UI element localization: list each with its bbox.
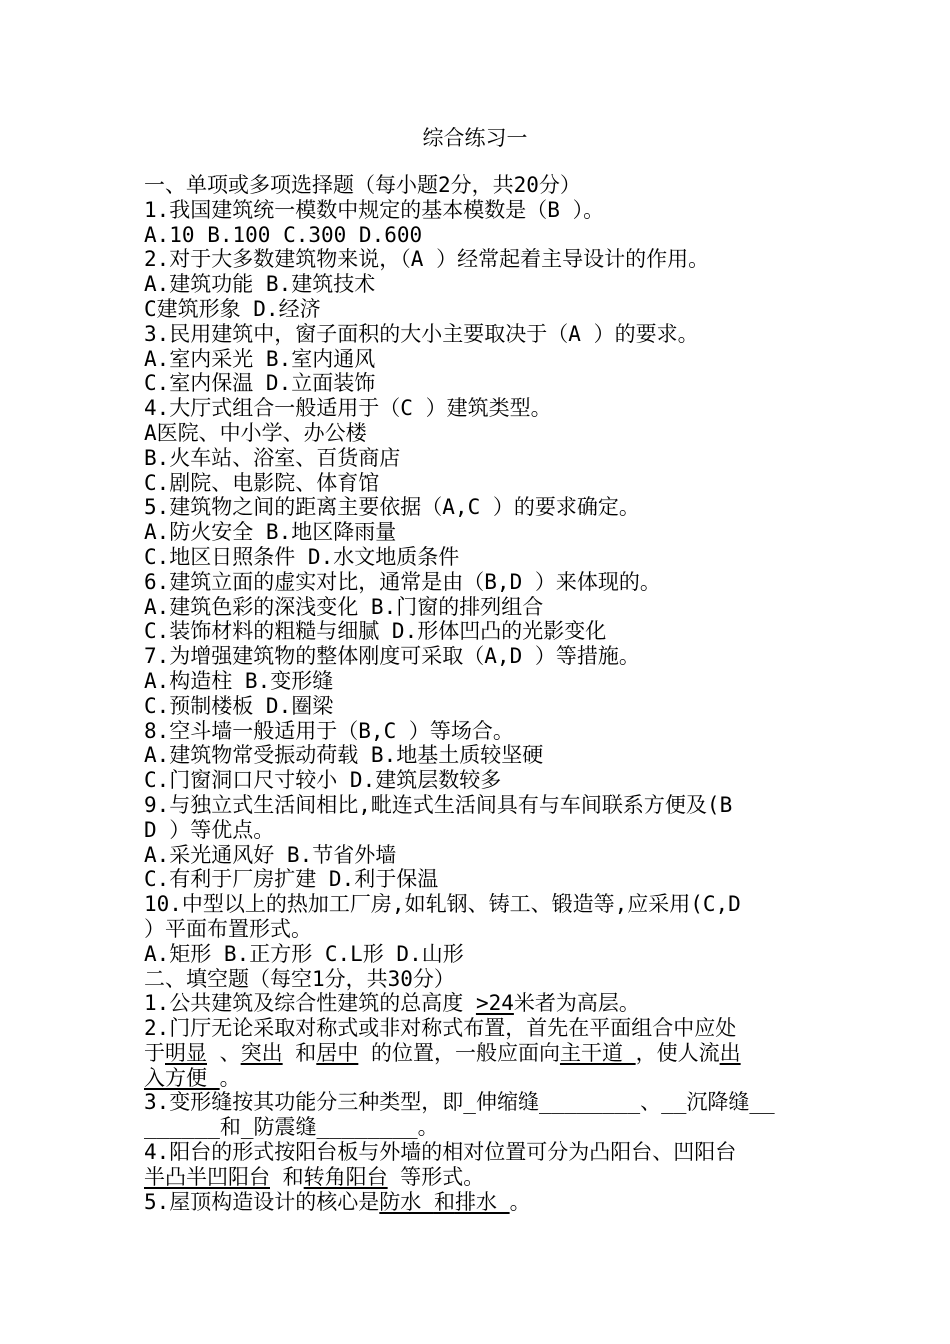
fill-question-2-line-1: 2.门厅无论采取对称式或非对称式布置，首先在平面组合中应处 [144, 1016, 737, 1041]
answer-underlined: 居中 [316, 1040, 359, 1065]
fill-question-4-line-1: 4.阳台的形式按阳台板与外墙的相对位置可分为凸阳台、凹阳台 [144, 1140, 737, 1165]
question-line: 9.与独立式生活间相比,毗连式生活间具有与车间联系方便及(B [144, 792, 733, 817]
question-line: 1.我国建筑统一模数中规定的基本模数是（B ）。 [144, 197, 605, 222]
section-heading-choice: 一、单项或多项选择题（每小题2分，共20分） [144, 173, 581, 197]
option-line: A.10 B.100 C.300 D.600 [144, 222, 423, 247]
option-line: C建筑形象 D.经济 [144, 296, 321, 321]
option-line: C.地区日照条件 D.水文地质条件 [144, 544, 460, 569]
page-title: 综合练习一 [422, 126, 528, 150]
answer-blank: _伸缩缝________ [463, 1090, 641, 1115]
option-line: A.防火安全 B.地区降雨量 [144, 520, 397, 545]
question-line: ）平面布置形式。 [144, 916, 312, 941]
option-line: A.建筑色彩的深浅变化 B.门窗的排列组合 [144, 594, 544, 619]
option-line: C.门窗洞口尺寸较小 D.建筑层数较多 [144, 768, 502, 793]
answer-underlined: 防水 [379, 1189, 434, 1214]
option-line: C.装饰材料的粗糙与细腻 D.形体凹凸的光影变化 [144, 619, 607, 644]
section-heading-fill: 二、填空题（每空1分，共30分） [144, 966, 455, 991]
option-line: C.预制楼板 D.圈梁 [144, 693, 334, 718]
question-line: 10.中型以上的热加工厂房,如轧钢、铸工、锻造等,应采用(C,D [144, 892, 741, 917]
option-line: A.采光通风好 B.节省外墙 [144, 842, 397, 867]
answer-underlined: 明显 [165, 1040, 207, 1065]
answer-underlined: 突出 [240, 1040, 283, 1065]
question-line: 6.建筑立面的虚实对比，通常是由（B,D ）来体现的。 [144, 569, 661, 594]
option-line: C.室内保温 D.立面装饰 [144, 371, 376, 396]
option-line: A.构造柱 B.变形缝 [144, 668, 334, 693]
option-line: C.有利于厂房扩建 D.利于保温 [144, 867, 439, 892]
fill-question-3-line-1: 3.变形缝按其功能分三种类型，即_伸缩缝________、__沉降缝__ [144, 1090, 775, 1115]
fill-question-2-line-3: 入方便 。 [144, 1065, 241, 1090]
option-line: C.剧院、电影院、体育馆 [144, 470, 380, 495]
fill-question-1: 1.公共建筑及综合性建筑的总高度 >24米者为高层。 [144, 991, 640, 1016]
option-line: A.矩形 B.正方形 C.L形 D.山形 [144, 941, 464, 966]
fill-question-2-line-2: 于明显 、突出 和居中 的位置，一般应面向主干道 ，使人流出 [144, 1040, 741, 1065]
option-line: A.建筑物常受振动荷载 B.地基土质较坚硬 [144, 743, 544, 768]
question-line: 3.民用建筑中，窗子面积的大小主要取决于（A ）的要求。 [144, 321, 699, 346]
answer-blank: __沉降缝__ [661, 1090, 775, 1115]
fill-question-5: 5.屋顶构造设计的核心是防水 和排水 。 [144, 1189, 531, 1214]
document-body [144, 173, 812, 1214]
question-line: 2.对于大多数建筑物来说，（A ）经常起着主导设计的作用。 [144, 247, 710, 272]
answer-underlined: 主干道 [559, 1040, 636, 1065]
question-line: 7.为增强建筑物的整体刚度可采取（A,D ）等措施。 [144, 644, 640, 669]
answer-underlined: 排水 [454, 1189, 510, 1214]
question-line: D ）等优点。 [144, 817, 275, 842]
answer-underlined: 半凸半凹阳台 [144, 1164, 270, 1189]
answer-underlined: 出 [719, 1040, 741, 1065]
question-line: 5.建筑物之间的距离主要依据（A,C ）的要求确定。 [144, 495, 640, 520]
answer-blank: _防震缝________ [240, 1115, 418, 1140]
option-line: A医院、中小学、办公楼 [144, 420, 367, 445]
option-line: B.火车站、浴室、百货商店 [144, 445, 401, 470]
answer-blank: ______ [144, 1115, 220, 1140]
option-line: A.室内采光 B.室内通风 [144, 346, 376, 371]
answer-underlined: >24 [475, 991, 514, 1016]
fill-question-3-line-2: ______和_防震缝________。 [144, 1115, 439, 1140]
answer-underlined: 转角阳台 [303, 1164, 388, 1189]
fill-question-4-line-2: 半凸半凹阳台 和转角阳台 等形式。 [144, 1164, 485, 1189]
option-line: A.建筑功能 B.建筑技术 [144, 272, 376, 297]
question-line: 8.空斗墙一般适用于（B,C ）等场合。 [144, 718, 514, 743]
question-line: 4.大厅式组合一般适用于（C ）建筑类型。 [144, 396, 552, 421]
answer-underlined: 入方便 [144, 1065, 220, 1090]
